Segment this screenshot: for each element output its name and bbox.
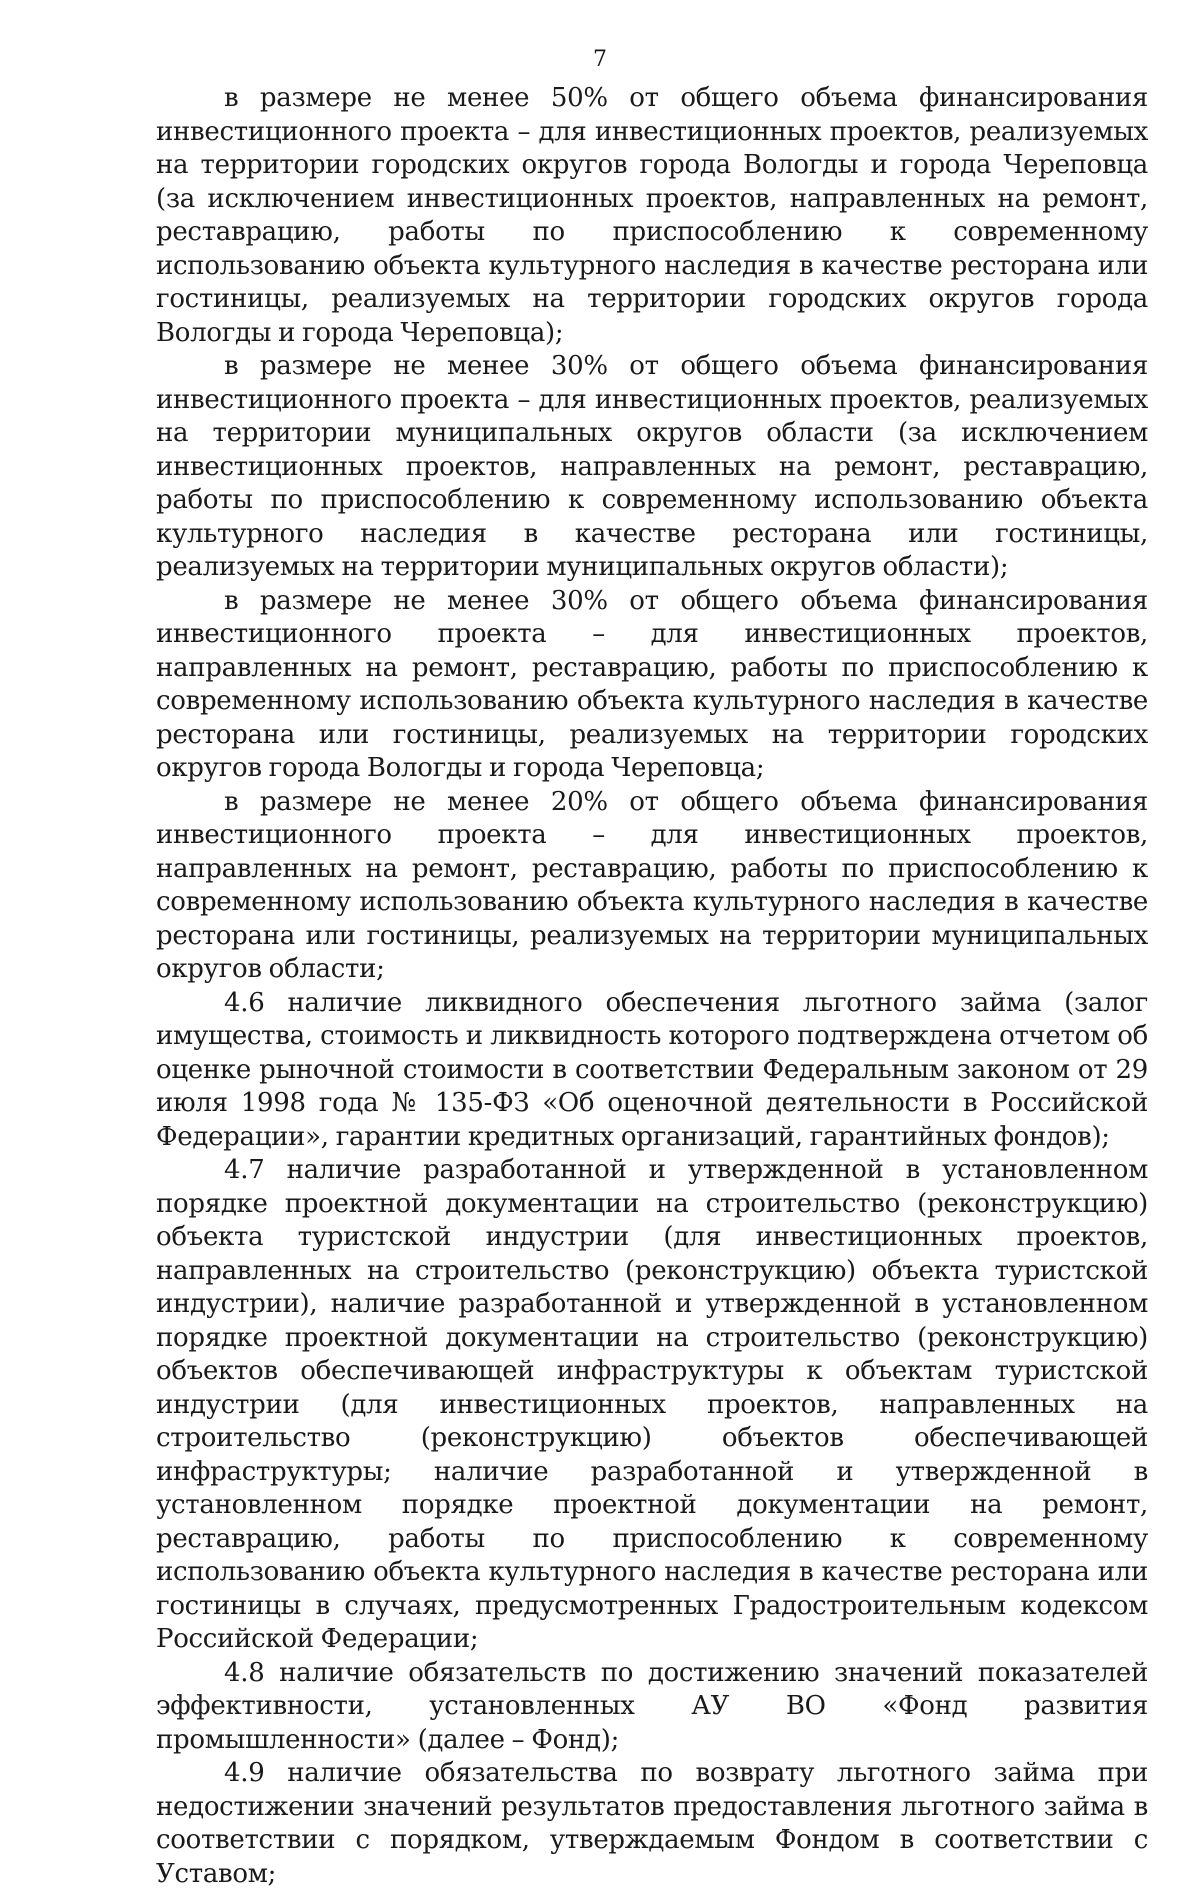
- paragraph-4-6-collateral: 4.6 наличие ликвидного обеспечения льготного займа (залог имущества, стоимость и ликвидность которого подтверждена отчетом об оценке рыночной стоимости в соответствии Федеральным законом от 29 июля 1998 года № 135-ФЗ «Об оценочной деятельности в Российской Федерации», гарантии кредитных организаций, гарантийных фондов);: [156, 987, 1148, 1152]
- paragraph-4-7-project-documentation: 4.7 наличие разработанной и утвержденной в установленном порядке проектной документации на строительство (реконструкцию) объекта туристской индустрии (для инвестиционных проектов, направленных на строительство (реконструкцию) объекта туристской индустрии), наличие разработанной и утвержденной в установленном порядке проектной документации на строительство (реконструкцию) объектов обеспечивающей инфраструктуры к объектам туристской индустрии (для инвестиционных проектов, направленных на строительство (реконструкцию) объектов обеспечивающей инфраструктуры; наличие разработанной и утвержденной в установленном порядке проектной документации на ремонт, реставрацию, работы по приспособлению к современному использованию объекта культурного наследия в качестве ресторана или гостиницы в случаях, предусмотренных Градостроительным кодексом Российской Федерации;: [156, 1155, 1148, 1654]
- paragraph-30-percent-municipal: в размере не менее 30% от общего объема финансирования инвестиционного проекта – для инвестиционных проектов, реализуемых на территории муниципальных округов области (за исключением инвестиционных проектов, направленных на ремонт, реставрацию, работы по приспособлению к современному использованию объекта культурного наследия в качестве ресторана или гостиницы, реализуемых на территории муниципальных округов области);: [156, 351, 1148, 582]
- document-body: [156, 82, 1148, 1891]
- paragraph-30-percent-heritage-cities: в размере не менее 30% от общего объема финансирования инвестиционного проекта – для инвестиционных проектов, направленных на ремонт, реставрацию, работы по приспособлению к современному использованию объекта культурного наследия в качестве ресторана или гостиницы, реализуемых на территории городских округов города Вологды и города Череповца;: [156, 585, 1148, 783]
- paragraph-4-8-efficiency-obligations: 4.8 наличие обязательств по достижению значений показателей эффективности, установленных АУ ВО «Фонд развития промышленности» (далее – Фонд);: [156, 1657, 1148, 1755]
- paragraph-50-percent-cities: в размере не менее 50% от общего объема финансирования инвестиционного проекта – для инвестиционных проектов, реализуемых на территории городских округов города Вологды и города Череповца (за исключением инвестиционных проектов, направленных на ремонт, реставрацию, работы по приспособлению к современному использованию объекта культурного наследия в качестве ресторана или гостиницы, реализуемых на территории городских округов города Вологды и города Череповца);: [156, 83, 1148, 348]
- page-number: 7: [593, 47, 607, 72]
- paragraph-20-percent-heritage-municipal: в размере не менее 20% от общего объема финансирования инвестиционного проекта – для инвестиционных проектов, направленных на ремонт, реставрацию, работы по приспособлению к современному использованию объекта культурного наследия в качестве ресторана или гостиницы, реализуемых на территории муниципальных округов области;: [156, 786, 1148, 984]
- paragraph-4-9-loan-return: 4.9 наличие обязательства по возврату льготного займа при недостижении значений результатов предоставления льготного займа в соответствии с порядком, утверждаемым Фондом в соответствии с Уставом;: [156, 1758, 1148, 1889]
